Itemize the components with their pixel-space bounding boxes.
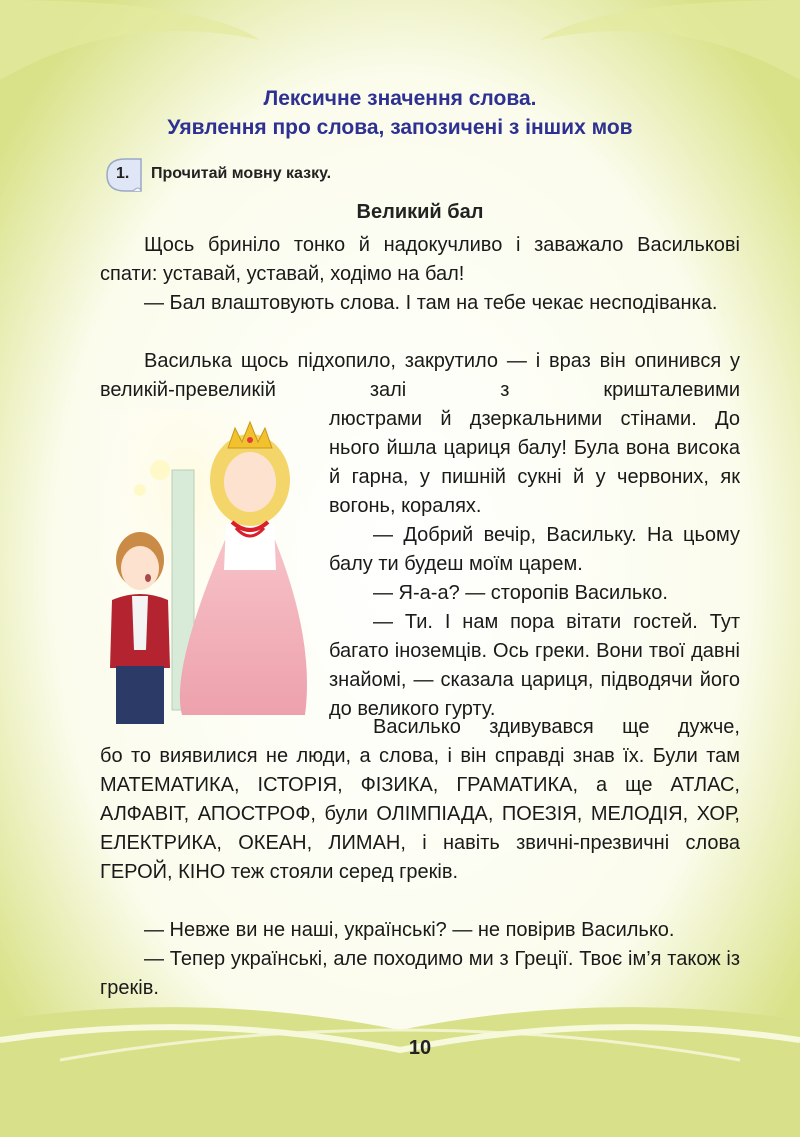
lesson-title-line1: Лексичне значення слова. xyxy=(263,87,537,110)
task-instruction: Прочитай мовну казку. xyxy=(151,165,332,182)
paragraph-3-end: люстрами й дзеркальними стінами. До нього йшла цариця балу! Була вона висока й гарна, у пишній сукні й у червоних, як вогонь, коралях. xyxy=(329,408,740,517)
crown-gem xyxy=(247,437,253,443)
boy-trousers xyxy=(116,666,164,724)
boy-mouth xyxy=(145,574,151,582)
paragraph-4: — Добрий вечір, Васильку. На цьому балу ти будеш моїм царем. xyxy=(329,524,740,575)
task-number: 1. xyxy=(116,165,130,182)
chandelier-light xyxy=(150,460,170,480)
queen-sleeves xyxy=(224,520,276,570)
paragraph-1: Щось бриніло тонко й надокучливо і заважало Васильковi спати: уставай, уставай, ходімо на бал! xyxy=(100,234,740,285)
paragraph-6: — Ти. І нам пора вітати гостей. Тут багато іноземців. Ось греки. Вони твої давні знайомі, — сказала цариця, підводячи його до великого гурту. xyxy=(329,611,740,720)
illustration-queen-and-boy xyxy=(100,410,318,728)
paragraph-5: — Я-а-а? — сторопів Василько. xyxy=(373,582,668,604)
paragraph-9: — Тепер українські, але походимо ми з Греції. Твоє ім’я також із греків. xyxy=(100,948,740,999)
lesson-title-line2: Уявлення про слова, запозичені з інших мов xyxy=(167,116,633,139)
queen-face xyxy=(224,452,276,512)
boy-face xyxy=(121,546,159,590)
chandelier-light xyxy=(134,484,146,496)
page-number: 10 xyxy=(408,1037,432,1059)
paragraph-7-start: Василько здивувався ще дужче, xyxy=(373,716,740,738)
paragraph-3-start: Василька щось підхопило, закрутило — і враз він опинився у великій-превеликій залі з кришталевими xyxy=(100,350,740,401)
paragraph-8: — Невже ви не наші, українські? — не повірив Василько. xyxy=(144,919,675,941)
story-title: Великий бал xyxy=(356,201,484,223)
paragraph-2: — Бал влаштовують слова. І там на тебе чекає несподіванка. xyxy=(144,292,718,314)
boy-shirt xyxy=(132,596,148,650)
paragraph-7-end: бо то виявилися не люди, а слова, і він справді знав їх. Були там МАТЕМАТИКА, ІСТОРІЯ, ФІЗИКА, ГРАМАТИКА, а ще АТЛАС, АЛФАВІТ, АПОСТРОФ, були ОЛІМПІАДА, ПОЕЗІЯ, МЕЛОДІЯ, ХОР, ЕЛЕКТРИКА, ОКЕАН, ЛИМАН, і навіть звичні-презвичні слова ГЕРОЙ, КІНО теж стояли серед греків. xyxy=(100,745,740,883)
